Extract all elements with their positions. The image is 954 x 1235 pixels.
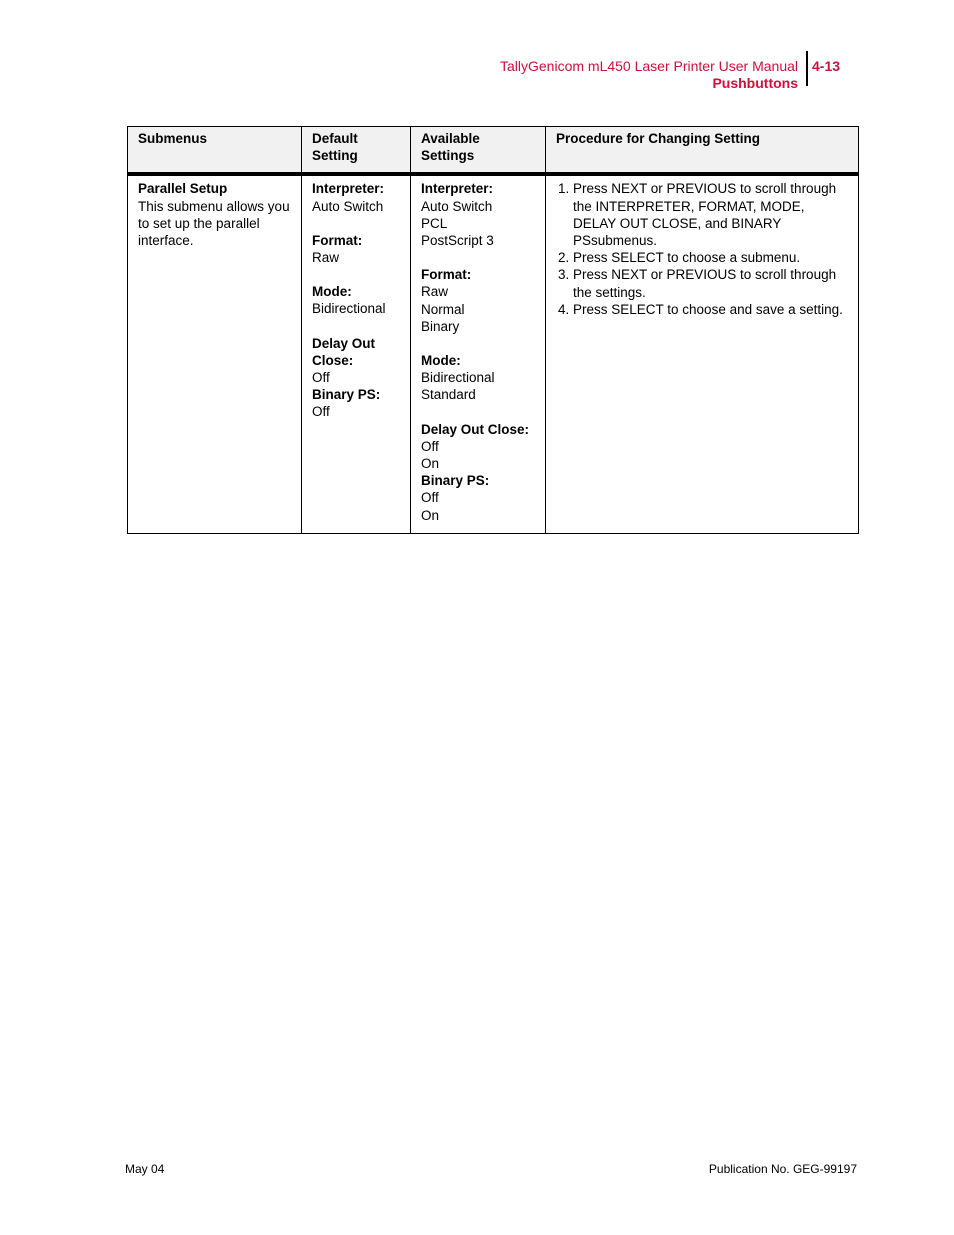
available-delay-label: Delay Out Close: bbox=[421, 421, 530, 437]
available-interpreter-option: PostScript 3 bbox=[421, 233, 494, 249]
available-binary-option: On bbox=[421, 507, 440, 523]
procedure-step: 2. Press SELECT to choose a submenu. bbox=[573, 249, 848, 266]
running-header bbox=[500, 58, 798, 92]
available-interpreter-option: PCL bbox=[421, 215, 448, 231]
procedure-cell bbox=[546, 174, 859, 534]
default-mode-label: Mode: bbox=[312, 284, 352, 300]
table-row bbox=[128, 174, 859, 534]
default-mode-value: Bidirectional bbox=[312, 301, 386, 317]
procedure-step: 1. Press NEXT or PREVIOUS to scroll through the INTERPRETER, FORMAT, MODE, DELAY OUT CLOSE, and BINARY PSsubmenus. bbox=[573, 180, 848, 249]
default-interpreter-label: Interpreter: bbox=[312, 181, 385, 197]
procedure-steps bbox=[556, 180, 848, 318]
available-format-option: Binary bbox=[421, 318, 460, 334]
available-binary-label: Binary PS: bbox=[421, 473, 490, 489]
page-number: 4-13 bbox=[812, 58, 841, 74]
procedure-step: 4. Press SELECT to choose and save a setting. bbox=[573, 301, 848, 318]
column-header-available: Available Settings bbox=[411, 127, 546, 175]
available-mode-option: Standard bbox=[421, 387, 476, 403]
available-format-option: Normal bbox=[421, 301, 465, 317]
column-header-submenus: Submenus bbox=[128, 127, 302, 175]
available-settings-cell bbox=[411, 174, 546, 534]
section-title: Pushbuttons bbox=[712, 75, 798, 91]
available-binary-option: Off bbox=[421, 490, 439, 506]
available-format-label: Format: bbox=[421, 267, 472, 283]
table-header-row bbox=[128, 127, 859, 175]
available-format-option: Raw bbox=[421, 284, 449, 300]
submenu-name: Parallel Setup bbox=[138, 181, 228, 197]
procedure-step: 3. Press NEXT or PREVIOUS to scroll through the settings. bbox=[573, 266, 848, 300]
manual-title: TallyGenicom mL450 Laser Printer User Manual bbox=[499, 58, 798, 74]
submenu-description: This submenu allows you to set up the parallel interface. bbox=[138, 198, 290, 249]
footer-publication: Publication No. GEG-99197 bbox=[708, 1162, 857, 1176]
default-delay-value: Off bbox=[312, 370, 330, 386]
available-mode-label: Mode: bbox=[421, 353, 461, 369]
available-mode-option: Bidirectional bbox=[421, 370, 495, 386]
available-interpreter-option: Auto Switch bbox=[421, 198, 493, 214]
default-interpreter-value: Auto Switch bbox=[312, 198, 384, 214]
available-delay-option: Off bbox=[421, 438, 439, 454]
default-setting-cell bbox=[302, 174, 411, 534]
column-header-procedure: Procedure for Changing Setting bbox=[546, 127, 859, 175]
footer-date: May 04 bbox=[125, 1162, 165, 1176]
available-delay-option: On bbox=[421, 456, 440, 472]
header-divider bbox=[806, 51, 808, 86]
default-binary-value: Off bbox=[312, 404, 330, 420]
available-interpreter-label: Interpreter: bbox=[421, 181, 494, 197]
default-delay-label: Delay Out Close: bbox=[312, 335, 376, 368]
default-format-value: Raw bbox=[312, 250, 340, 266]
column-header-default: Default Setting bbox=[302, 127, 411, 175]
submenu-cell bbox=[128, 174, 302, 534]
settings-table bbox=[127, 126, 859, 534]
default-format-label: Format: bbox=[312, 232, 363, 248]
default-binary-label: Binary PS: bbox=[312, 387, 381, 403]
